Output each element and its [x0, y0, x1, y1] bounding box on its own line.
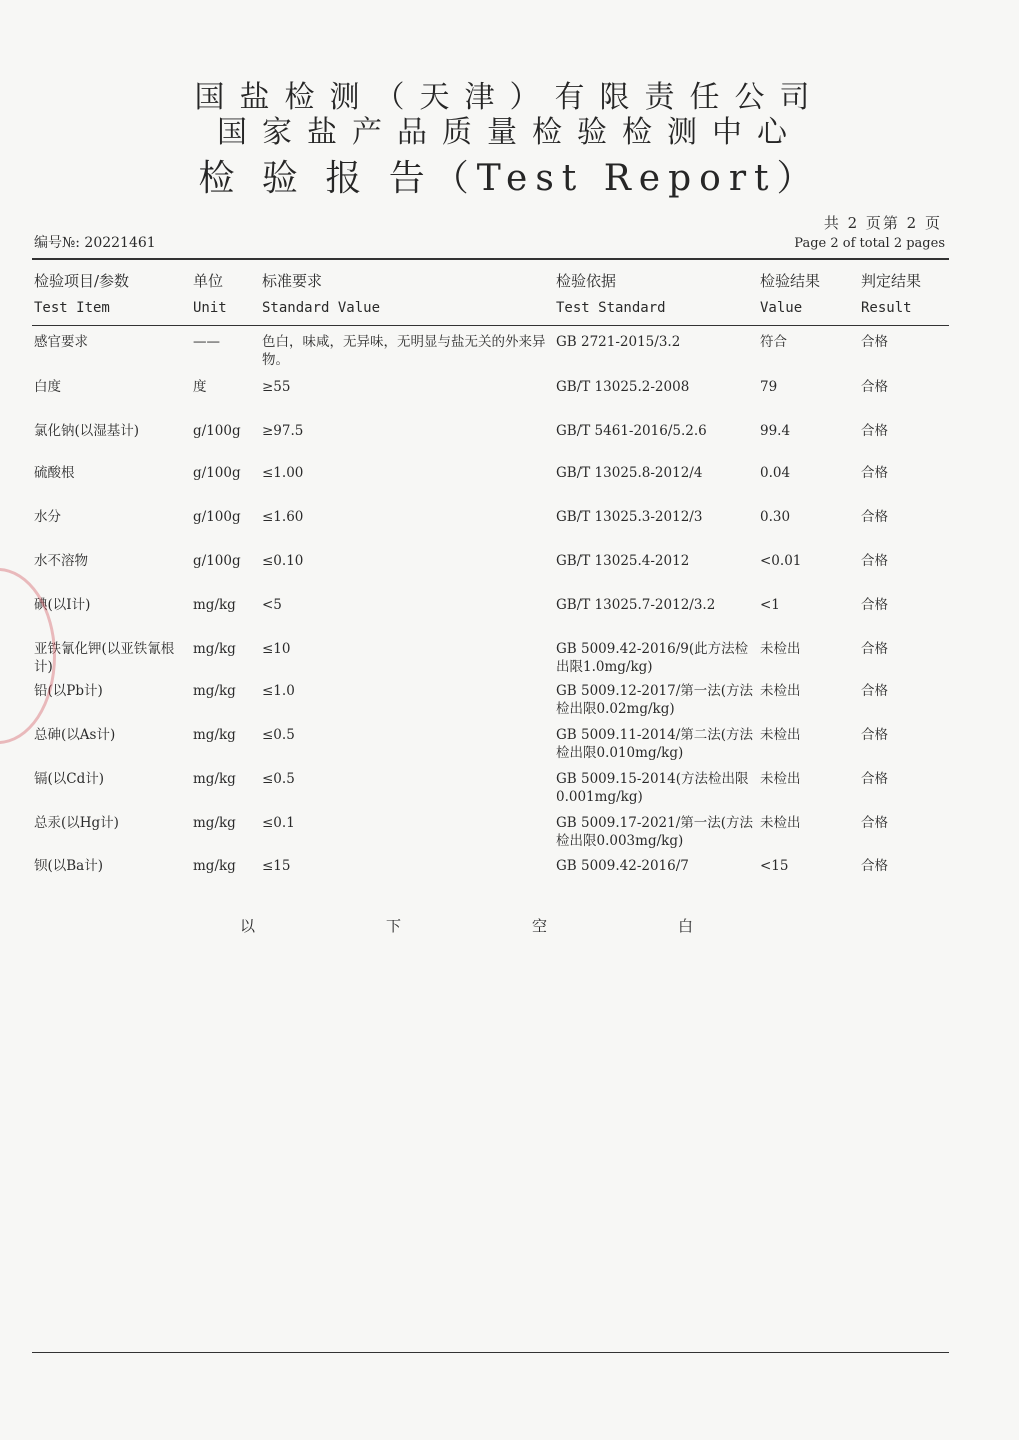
header-value-en: Value [760, 300, 803, 316]
org-name-line2: 国家盐产品质量检验检测中心 [217, 115, 802, 150]
blank-note-char: 以 [240, 917, 256, 935]
header-result-cn: 判定结果 [861, 272, 922, 290]
header-value-cn: 检验结果 [760, 272, 821, 290]
header-test-standard-cn: 检验依据 [556, 272, 617, 290]
header-test-standard [556, 268, 666, 322]
header-standard-value-en: Standard Value [262, 300, 381, 316]
cell-result: 合格 [861, 815, 888, 831]
table-top-rule [32, 258, 949, 260]
cell-unit: mg/kg [193, 641, 236, 657]
cell-value: <15 [760, 858, 789, 874]
cell-item: 碘(以I计) [34, 597, 91, 613]
blank-note-char: 下 [386, 917, 402, 935]
header-test-item-cn: 检验项目/参数 [34, 272, 130, 290]
cell-unit: mg/kg [193, 858, 236, 874]
page-bottom-rule [32, 1352, 949, 1353]
cell-standard: 色白，味咸，无异味，无明显与盐无关的外来异物。 [262, 334, 546, 368]
cell-unit: g/100g [193, 465, 241, 481]
header-standard-value-cn: 标准要求 [262, 272, 323, 290]
cell-standard: ≤0.10 [262, 553, 304, 569]
cell-method: GB 5009.15-2014(方法检出限0.001mg/kg) [556, 771, 749, 805]
cell-method: GB/T 5461-2016/5.2.6 [556, 423, 707, 439]
cell-standard: <5 [262, 597, 282, 613]
cell-result: 合格 [861, 379, 888, 395]
cell-result: 合格 [861, 553, 888, 569]
cell-method: GB/T 13025.8-2012/4 [556, 465, 703, 481]
cell-item: 总汞(以Hg计) [34, 815, 119, 831]
header-result-en: Result [861, 300, 912, 316]
page-indicator-cn: 共 2 页第 2 页 [823, 214, 942, 232]
cell-unit: 度 [193, 379, 207, 395]
cell-method: GB/T 13025.4-2012 [556, 553, 690, 569]
blank-note-char: 空 [532, 917, 548, 935]
cell-method: GB 5009.12-2017/第一法(方法检出限0.02mg/kg) [556, 683, 754, 717]
table-header-rule [32, 325, 949, 326]
cell-value: 未检出 [760, 815, 801, 831]
cell-method: GB 5009.42-2016/7 [556, 858, 689, 874]
cell-standard: ≤1.0 [262, 683, 295, 699]
cell-unit: —— [193, 334, 220, 350]
cell-standard: ≤10 [262, 641, 291, 657]
cell-value: 79 [760, 379, 778, 395]
cell-result: 合格 [861, 509, 888, 525]
cell-unit: g/100g [193, 509, 241, 525]
cell-item: 水分 [34, 509, 61, 525]
page-indicator-en: Page 2 of total 2 pages [794, 236, 945, 251]
inspection-seal-stamp [0, 568, 56, 744]
header-unit-cn: 单位 [193, 272, 224, 290]
cell-value: 0.04 [760, 465, 791, 481]
header-result [861, 268, 921, 322]
cell-result: 合格 [861, 727, 888, 743]
cell-item: 亚铁氰化钾(以亚铁氰根计) [34, 641, 175, 675]
cell-value: 0.30 [760, 509, 791, 525]
cell-method: GB 5009.17-2021/第一法(方法检出限0.003mg/kg) [556, 815, 754, 849]
cell-unit: g/100g [193, 553, 241, 569]
header-value [760, 268, 820, 322]
cell-item: 硫酸根 [34, 465, 75, 481]
cell-method: GB/T 13025.2-2008 [556, 379, 690, 395]
report-number: 编号№: 20221461 [34, 235, 156, 251]
cell-standard: ≤0.5 [262, 771, 295, 787]
header-unit-en: Unit [193, 300, 227, 316]
cell-standard: ≤1.00 [262, 465, 304, 481]
cell-value: 未检出 [760, 727, 801, 743]
cell-item: 白度 [34, 379, 61, 395]
cell-value: 未检出 [760, 683, 801, 699]
cell-item: 钡(以Ba计) [34, 858, 104, 874]
cell-item: 水不溶物 [34, 553, 88, 569]
cell-value: <0.01 [760, 553, 802, 569]
cell-unit: mg/kg [193, 771, 236, 787]
cell-method: GB 2721-2015/3.2 [556, 334, 681, 350]
cell-result: 合格 [861, 641, 888, 657]
report-title: 检 验 报 告（Test Report） [198, 158, 821, 199]
header-test-item [34, 268, 129, 322]
cell-standard: ≤0.1 [262, 815, 295, 831]
cell-item: 氯化钠(以湿基计) [34, 423, 140, 439]
cell-result: 合格 [861, 683, 888, 699]
cell-standard: ≥97.5 [262, 423, 304, 439]
cell-unit: mg/kg [193, 815, 236, 831]
org-name-line1: 国盐检测（天津）有限责任公司 [194, 80, 825, 115]
header-unit [193, 268, 227, 322]
cell-result: 合格 [861, 465, 888, 481]
cell-value: <1 [760, 597, 780, 613]
cell-result: 合格 [861, 771, 888, 787]
cell-item: 感官要求 [34, 334, 88, 350]
blank-note-char: 白 [678, 917, 694, 935]
cell-unit: mg/kg [193, 727, 236, 743]
header-test-item-en: Test Item [34, 300, 110, 316]
cell-method: GB/T 13025.7-2012/3.2 [556, 597, 716, 613]
cell-standard: ≥55 [262, 379, 291, 395]
cell-item: 铅(以Pb计) [34, 683, 103, 699]
cell-method: GB 5009.11-2014/第二法(方法检出限0.010mg/kg) [556, 727, 754, 761]
cell-item: 镉(以Cd计) [34, 771, 105, 787]
cell-unit: g/100g [193, 423, 241, 439]
cell-unit: mg/kg [193, 597, 236, 613]
cell-result: 合格 [861, 858, 888, 874]
cell-standard: ≤1.60 [262, 509, 304, 525]
header-test-standard-en: Test Standard [556, 300, 666, 316]
cell-value: 符合 [760, 334, 787, 350]
cell-result: 合格 [861, 597, 888, 613]
cell-standard: ≤15 [262, 858, 291, 874]
cell-value: 未检出 [760, 771, 801, 787]
cell-item: 总砷(以As计) [34, 727, 116, 743]
cell-method: GB/T 13025.3-2012/3 [556, 509, 703, 525]
cell-value: 99.4 [760, 423, 791, 439]
cell-result: 合格 [861, 423, 888, 439]
header-standard-value [262, 268, 380, 322]
cell-value: 未检出 [760, 641, 801, 657]
cell-result: 合格 [861, 334, 888, 350]
cell-method: GB 5009.42-2016/9(此方法检出限1.0mg/kg) [556, 641, 749, 675]
cell-unit: mg/kg [193, 683, 236, 699]
cell-standard: ≤0.5 [262, 727, 295, 743]
